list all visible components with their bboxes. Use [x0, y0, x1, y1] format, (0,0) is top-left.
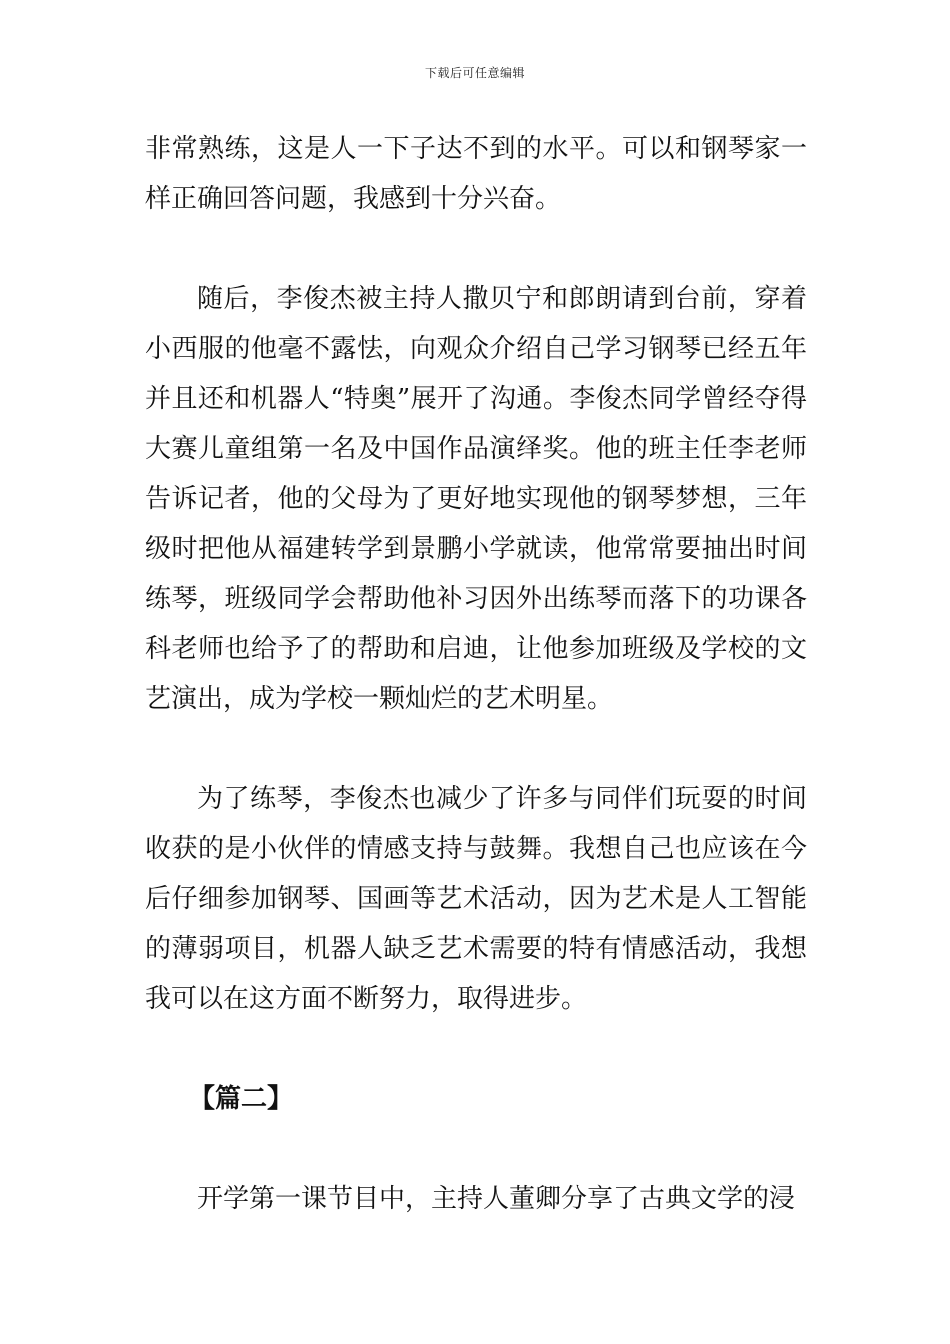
paragraph-4: 开学第一课节目中，主持人董卿分享了古典文学的浸: [197, 1184, 796, 1214]
paragraph-gap: [145, 1024, 807, 1074]
paragraph-gap: [145, 724, 807, 774]
page-header: 下载后可任意编辑: [424, 66, 525, 80]
paragraph-1: 非常熟练，这是人一下子达不到的水平。可以和钢琴家一样正确回答问题，我感到十分兴奋。: [145, 134, 807, 214]
paragraph-2: 随后，李俊杰被主持人撒贝宁和郎朗请到台前，穿着小西服的他毫不露怯，向观众介绍自己学习钢琴已经五年并且还和机器人“特奥”展开了沟通。李俊杰同学曾经夺得大赛儿童组第一名及中国作品演绎奖。他的班主任李老师告诉记者，他的父母为了更好地实现他的钢琴梦想，三年级时把他从福建转学到景鹏小学就读，他常常要抽出时间练琴，班级同学会帮助他补习因外出练琴而落下的功课各科老师也给予了的帮助和启迪，让他参加班级及学校的文艺演出，成为学校一颗灿烂的艺术明星。: [145, 284, 807, 714]
paragraph-gap: [145, 1124, 807, 1174]
document-body: [145, 124, 807, 1224]
section-title: 【篇二】: [189, 1084, 294, 1114]
paragraph-gap: [145, 224, 807, 274]
paragraph-3: 为了练琴，李俊杰也减少了许多与同伴们玩耍的时间收获的是小伙伴的情感支持与鼓舞。我想自己也应该在今后仔细参加钢琴、国画等艺术活动，因为艺术是人工智能的薄弱项目，机器人缺乏艺术需要的特有情感活动，我想我可以在这方面不断努力，取得进步。: [145, 784, 807, 1014]
